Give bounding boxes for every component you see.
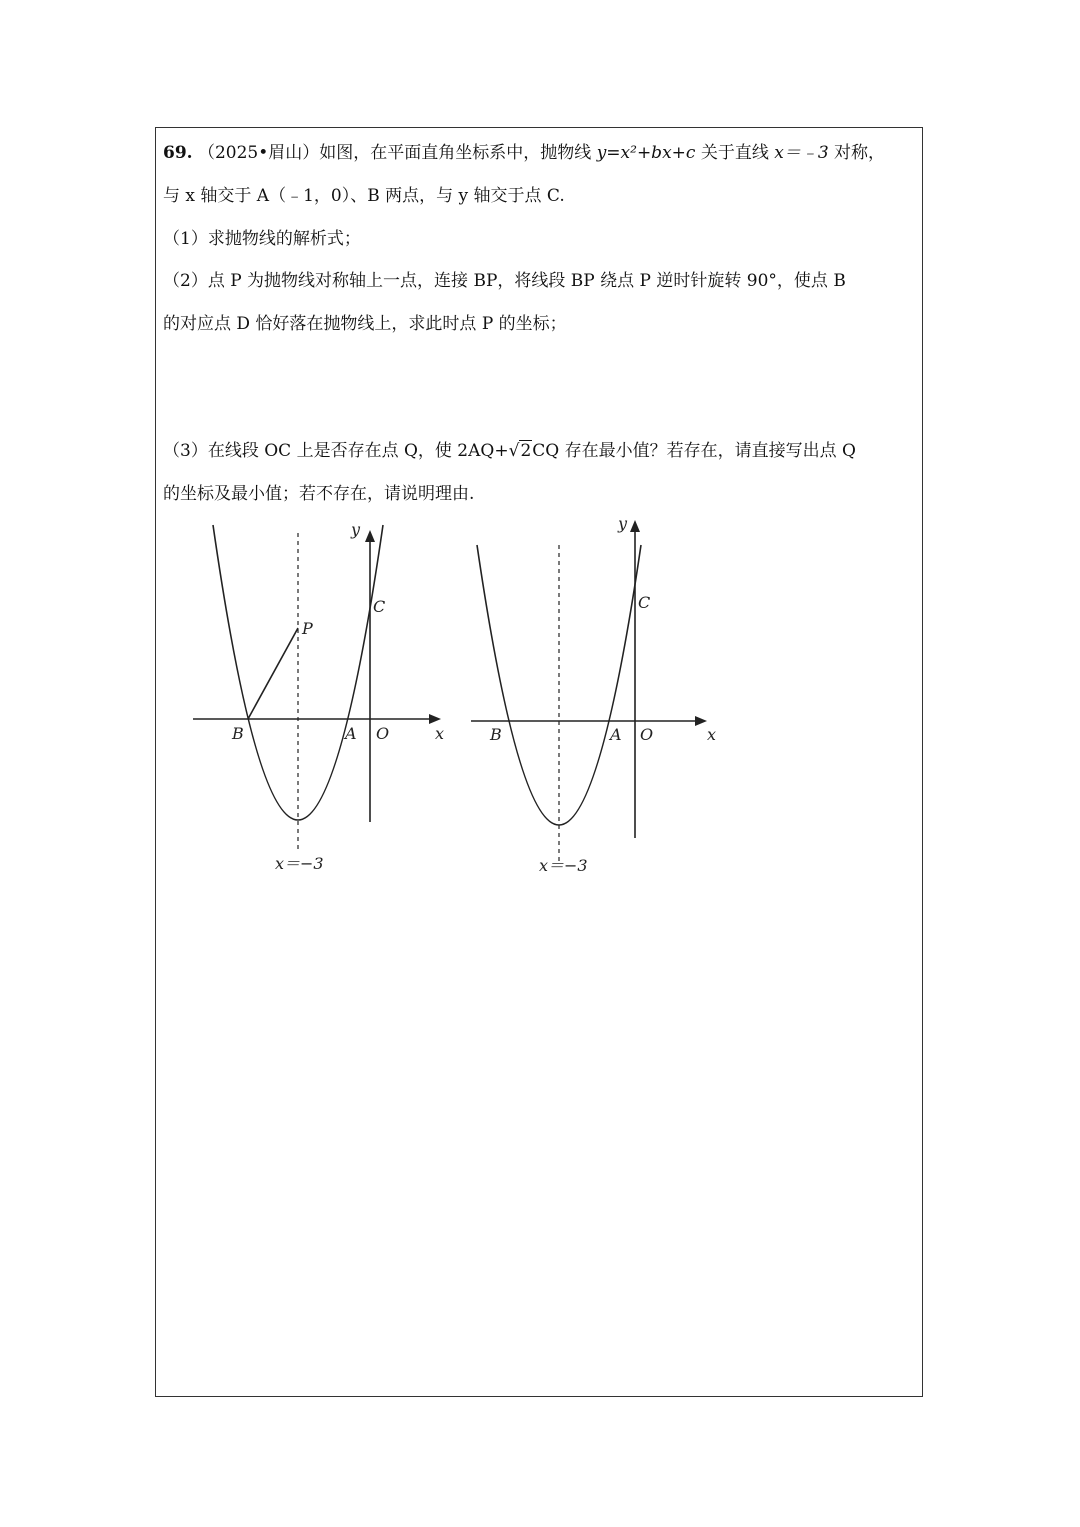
problem-line-2: 与 x 轴交于 A（﹣1，0）、B 两点，与 y 轴交于点 C. [163,186,565,206]
x-axis-arrow [695,716,707,726]
y-axis-arrow [365,530,375,542]
label-a: A [610,725,622,744]
label-axis-eq: x＝−3 [275,854,324,873]
label-c: C [638,593,651,612]
question-3-text-a: （3）在线段 OC 上是否存在点 Q，使 2AQ+ [163,441,509,461]
label-c: C [373,597,386,616]
label-b: B [490,725,502,744]
x-axis-arrow [429,714,441,724]
problem-text-c: 对称， [828,143,886,163]
label-o: O [640,725,654,744]
problem-text-a: 如图，在平面直角坐标系中，抛物线 [319,143,597,163]
label-y: y [351,520,361,539]
problem-text-b: 关于直线 [695,143,775,163]
figure-2 [465,515,735,880]
label-a: A [345,724,357,743]
label-o: O [376,724,390,743]
problem-line-1 [163,142,885,164]
question-3-text-b: CQ 存在最小值？若存在，请直接写出点 Q [532,441,856,461]
problem-source: （2025•眉山） [197,143,320,163]
problem-number: 69. [163,143,193,163]
label-axis-eq: x＝−3 [539,856,588,875]
label-y: y [618,515,628,533]
sqrt-symbol: √2 [508,441,532,461]
figure-1 [185,515,455,880]
label-x: x [435,724,445,743]
question-2-line-1: （2）点 P 为抛物线对称轴上一点，连接 BP，将线段 BP 绕点 P 逆时针旋转 90°，使点 B [163,271,846,291]
question-2-line-2: 的对应点 D 恰好落在抛物线上，求此时点 P 的坐标； [163,314,567,334]
symmetry-axis-equation: x＝﹣3 [774,143,829,163]
label-b: B [232,724,244,743]
question-3-line-2: 的坐标及最小值；若不存在，请说明理由. [163,484,475,504]
label-p: P [302,619,313,638]
parabola-equation: y=x²+bx+c [596,143,696,163]
label-x: x [707,725,717,744]
segment-bp [248,628,298,719]
sqrt-radicand: 2 [520,441,532,461]
question-1: （1）求抛物线的解析式； [163,229,361,249]
y-axis-arrow [630,520,640,532]
question-3-line-1 [163,440,856,462]
